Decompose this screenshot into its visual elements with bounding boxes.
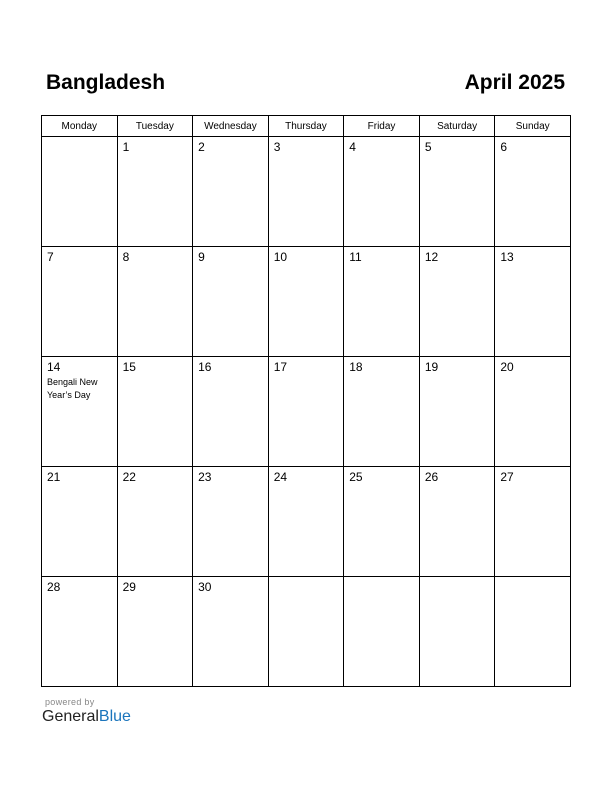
- day-number: [42, 137, 117, 141]
- day-cell: [42, 357, 118, 467]
- day-cell: [42, 577, 118, 687]
- day-number: 24: [273, 470, 288, 484]
- day-cell: [344, 137, 420, 247]
- day-cell: [344, 577, 420, 687]
- day-cell: [268, 247, 344, 357]
- day-cell: [344, 467, 420, 577]
- day-number: 6: [500, 140, 508, 154]
- day-number: 7: [47, 250, 54, 264]
- day-number: 16: [198, 360, 212, 374]
- weekday-saturday: Saturday: [419, 116, 495, 137]
- week-row: [42, 577, 571, 687]
- day-cell: [419, 467, 495, 577]
- day-cell: [419, 577, 495, 687]
- day-cell: [42, 247, 118, 357]
- day-cell: [117, 357, 193, 467]
- day-cell: [193, 357, 269, 467]
- weekday-tuesday: Tuesday: [117, 116, 193, 137]
- day-cell: [268, 137, 344, 247]
- day-cell: [268, 467, 344, 577]
- day-number: 21: [47, 470, 61, 484]
- day-cell: [193, 137, 269, 247]
- day-number: 17: [273, 360, 288, 374]
- weekday-sunday: Sunday: [495, 116, 571, 137]
- day-number: 27: [500, 470, 514, 484]
- day-number: 29: [122, 580, 136, 594]
- day-number: [344, 577, 419, 581]
- day-cell: [495, 577, 571, 687]
- day-cell: [268, 577, 344, 687]
- day-number: 25: [349, 470, 363, 484]
- day-cell: [193, 247, 269, 357]
- day-cell: [495, 357, 571, 467]
- week-row: [42, 467, 571, 577]
- day-cell: [42, 137, 118, 247]
- day-number: 5: [424, 140, 432, 154]
- day-cell: [193, 577, 269, 687]
- day-cell: [117, 137, 193, 247]
- day-number: 12: [424, 250, 439, 264]
- day-cell: [193, 467, 269, 577]
- day-cell: [344, 357, 420, 467]
- day-number: [495, 577, 570, 581]
- day-number: 8: [122, 250, 130, 264]
- week-row: [42, 357, 571, 467]
- day-number: 20: [500, 360, 514, 374]
- day-number: 3: [273, 140, 281, 154]
- weekday-header-row: [42, 116, 571, 137]
- holiday-label: Bengali New Year’s Day: [47, 377, 98, 400]
- day-number: 10: [273, 250, 288, 264]
- day-number: 2: [198, 140, 205, 154]
- powered-by-label: powered by: [45, 697, 95, 707]
- day-cell: [419, 357, 495, 467]
- day-cell: [495, 247, 571, 357]
- day-number: 22: [122, 470, 136, 484]
- day-number: 26: [424, 470, 439, 484]
- day-number: 13: [500, 250, 514, 264]
- weekday-wednesday: Wednesday: [193, 116, 269, 137]
- day-number: 4: [349, 140, 356, 154]
- day-number: [420, 577, 495, 581]
- weekday-monday: Monday: [42, 116, 118, 137]
- day-number: 30: [198, 580, 212, 594]
- day-number: 19: [424, 360, 439, 374]
- day-cell: [42, 467, 118, 577]
- logo-text-general: General: [42, 708, 99, 725]
- day-number: 9: [198, 250, 205, 264]
- day-cell: [419, 137, 495, 247]
- day-number: 18: [349, 360, 363, 374]
- logo-text-blue: Blue: [98, 708, 131, 725]
- day-cell: [117, 577, 193, 687]
- generalblue-logo[interactable]: [42, 708, 131, 726]
- day-cell: [419, 247, 495, 357]
- day-number: 14: [47, 360, 61, 374]
- day-number: 23: [198, 470, 212, 484]
- weekday-friday: Friday: [344, 116, 420, 137]
- day-cell: [268, 357, 344, 467]
- day-cell: [117, 247, 193, 357]
- day-number: 28: [47, 580, 61, 594]
- country-title: Bangladesh: [46, 71, 166, 94]
- calendar-grid: [41, 115, 571, 687]
- day-number: 1: [122, 140, 130, 154]
- day-cell: [117, 467, 193, 577]
- day-number: 15: [122, 360, 136, 374]
- day-number: [269, 577, 344, 581]
- week-row: [42, 247, 571, 357]
- day-cell: [495, 137, 571, 247]
- weekday-thursday: Thursday: [268, 116, 344, 137]
- month-year-title: April 2025: [464, 71, 565, 94]
- day-cell: [495, 467, 571, 577]
- day-cell: [344, 247, 420, 357]
- week-row: [42, 137, 571, 247]
- day-number: 11: [349, 250, 362, 264]
